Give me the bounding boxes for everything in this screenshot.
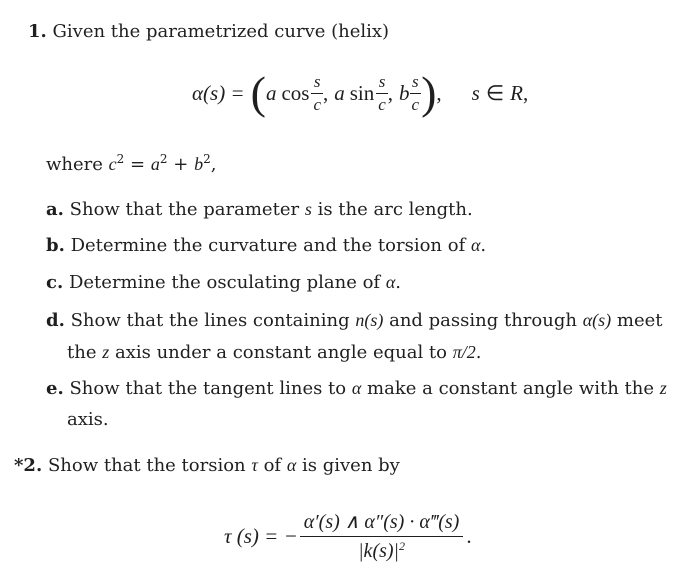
item-text: and passing through (389, 310, 577, 331)
coef-b: b (399, 80, 410, 105)
item-text: the (67, 342, 97, 363)
normal-vector: n(s) (355, 310, 384, 330)
torsion-formula (224, 506, 472, 566)
sin-function: sin (349, 80, 375, 105)
comma-separator: , (387, 80, 394, 105)
item-rest: . (395, 272, 401, 293)
problem-number: *2. (14, 455, 43, 476)
frac-numerator: α′(s) ∧ α″(s) · α‴(s) (303, 510, 460, 533)
frac-numerator: s (412, 71, 419, 91)
item-label: c. (46, 272, 64, 293)
item-variable: α (385, 272, 396, 292)
coef-a-1: a (265, 80, 277, 105)
item-d-line-1 (46, 308, 663, 333)
item-c (46, 270, 401, 295)
exponent: 2 (399, 538, 406, 553)
formula-lhs: α(s) = (192, 80, 245, 105)
exponent: 2 (159, 152, 168, 166)
frac-numerator: s (313, 71, 321, 91)
item-e-line-1 (46, 376, 667, 401)
cos-function: cos (281, 80, 310, 105)
item-d-line-2 (67, 340, 482, 365)
alpha-of-s: α(s) (582, 310, 612, 330)
var-a: a (150, 154, 160, 174)
item-label: e. (46, 378, 64, 399)
item-text: axis. (67, 409, 109, 430)
where-word: where (46, 154, 103, 175)
problem-2-heading (14, 453, 400, 478)
item-label: d. (46, 310, 65, 331)
item-variable: α (470, 235, 481, 255)
frac-numerator: s (378, 71, 386, 91)
tau-var: τ (251, 455, 258, 475)
element-of-symbol: ∈ (485, 80, 505, 105)
item-end: . (475, 342, 482, 363)
of-word: of (263, 455, 282, 476)
domain-comma: , (522, 80, 529, 105)
problem-title: Given the parametrized curve (helix) (52, 21, 390, 42)
frac-denominator: c (411, 94, 420, 114)
problem-text: Show that the torsion (47, 455, 246, 476)
item-text: Show that the parameter (69, 199, 300, 220)
item-text: axis under a constant angle equal to (114, 342, 447, 363)
coef-a-2: a (334, 80, 345, 105)
formula-lhs: τ (s) = − (224, 523, 298, 548)
trailing-comma: , (436, 80, 442, 105)
item-label: b. (46, 235, 65, 256)
fraction-s-over-c-2 (376, 71, 388, 116)
item-b (46, 233, 486, 258)
formula-end: . (466, 523, 472, 548)
problem-number: 1. (28, 21, 47, 42)
item-e-line-2 (67, 408, 109, 432)
frac-denominator (300, 536, 464, 565)
z-axis-var: z (659, 378, 667, 398)
item-a (46, 197, 473, 222)
open-paren: ( (250, 67, 266, 118)
plus-sign: + (173, 154, 189, 175)
pi-over-two: π/2 (452, 342, 476, 362)
reals-symbol: R (510, 80, 523, 105)
frac-denominator: c (378, 94, 386, 114)
problem-rest: is given by (302, 455, 400, 476)
var-c: c (108, 154, 117, 174)
fraction-s-over-c-1 (311, 71, 323, 116)
item-text: meet (616, 310, 663, 331)
z-axis-var: z (102, 342, 110, 362)
var-b: b (194, 154, 204, 174)
frac-denominator: c (313, 94, 321, 114)
item-text: Determine the osculating plane of (68, 272, 381, 293)
problem-1-heading (28, 20, 389, 44)
item-variable: s (304, 199, 312, 219)
item-rest: . (480, 235, 487, 256)
item-text: Determine the curvature and the torsion of (70, 235, 466, 256)
exponent: 2 (203, 152, 211, 166)
where-end: , (210, 154, 217, 175)
helix-formula (192, 68, 528, 118)
exponent: 2 (116, 152, 125, 166)
curvature-norm: |k(s)| (358, 539, 400, 562)
alpha-var: α (286, 455, 297, 475)
item-label: a. (46, 199, 64, 220)
item-rest: is the arc length. (317, 199, 473, 220)
close-paren: ) (421, 67, 437, 118)
item-text: make a constant angle with the (367, 378, 655, 399)
domain-variable: s (471, 80, 480, 105)
where-condition (46, 152, 216, 177)
alpha-var: α (351, 378, 362, 398)
torsion-fraction (300, 508, 464, 565)
fraction-s-over-c-3 (410, 71, 422, 116)
comma-separator: , (322, 80, 329, 105)
equals-sign: = (130, 154, 146, 175)
item-text: Show that the tangent lines to (69, 378, 347, 399)
item-text: Show that the lines containing (70, 310, 350, 331)
